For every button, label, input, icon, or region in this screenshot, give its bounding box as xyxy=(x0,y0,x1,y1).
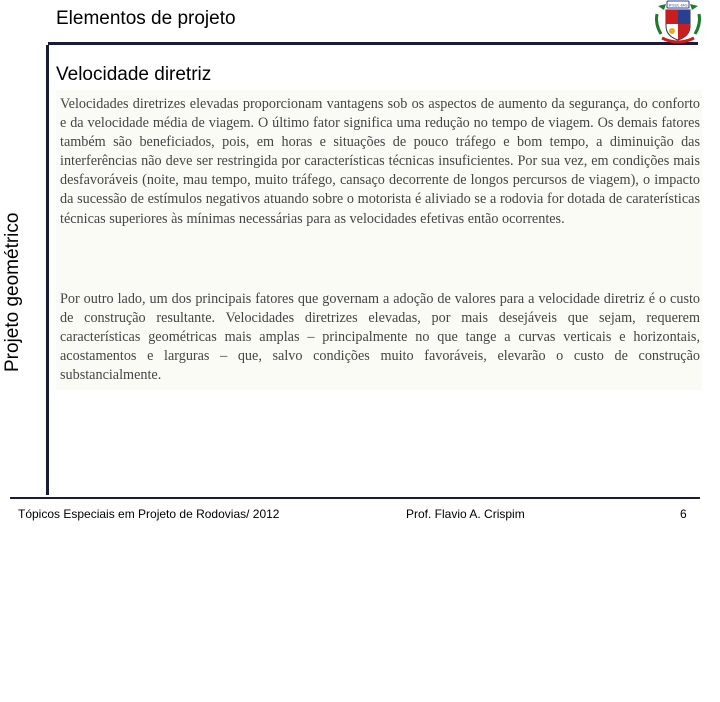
footer-divider xyxy=(10,497,700,499)
side-label-text: Projeto geométrico xyxy=(2,212,23,372)
seal-banner-text: IFSUL-MG xyxy=(668,2,688,8)
scanned-paragraph: Por outro lado, um dos principais fatores que governam a adoção de valores para a velocidade diretriz é o custo de construção resultante. Velocidades diretrizes elevadas, por mais desejáveis que sejam, requerem características geométricas mais amplas – principalmente no que tange a curvas verticais e horizontais, acostamentos e larguras – que, salvo condições muito favoráveis, elevarão o custo de construção substancialmente. xyxy=(60,291,700,384)
side-label xyxy=(2,212,32,702)
slide-header-title: Elementos de projeto xyxy=(56,8,236,29)
footer-course: Tópicos Especiais em Projeto de Rodovias/ 2012 xyxy=(18,507,280,521)
scanned-paragraph: Velocidades diretrizes elevadas proporcionam vantagens sob os aspectos de aumento da segurança, do conforto e da velocidade média de viagem. O último fator significa uma redução no tempo de viagem. Os demais fatores também são beneficiados, pois, em horas e situações de pouco tráfego e bom tempo, a diminuição das interferências não deve ser restringida por características técnicas insuficientes. Por sua vez, em condições mais desfavoráveis (noite, mau tempo, muito tráfego, cansaço decorrente de longos percursos de viagem), o impacto da sucessão de estímulos negativos atuando sobre o motorista é aliviado se a rodovia for dotada de caraterísticas técnicas superiores às mínimas necessárias para as velocidades efetivas então ocorrentes. xyxy=(60,96,700,227)
header-divider xyxy=(48,42,698,45)
coat-of-arms-icon xyxy=(652,0,704,44)
scanned-text-image xyxy=(56,90,702,390)
side-divider xyxy=(46,45,49,495)
footer-author: Prof. Flavio A. Crispim xyxy=(406,507,525,521)
slide-subtitle: Velocidade diretriz xyxy=(56,64,212,85)
page-number: 6 xyxy=(680,507,687,521)
